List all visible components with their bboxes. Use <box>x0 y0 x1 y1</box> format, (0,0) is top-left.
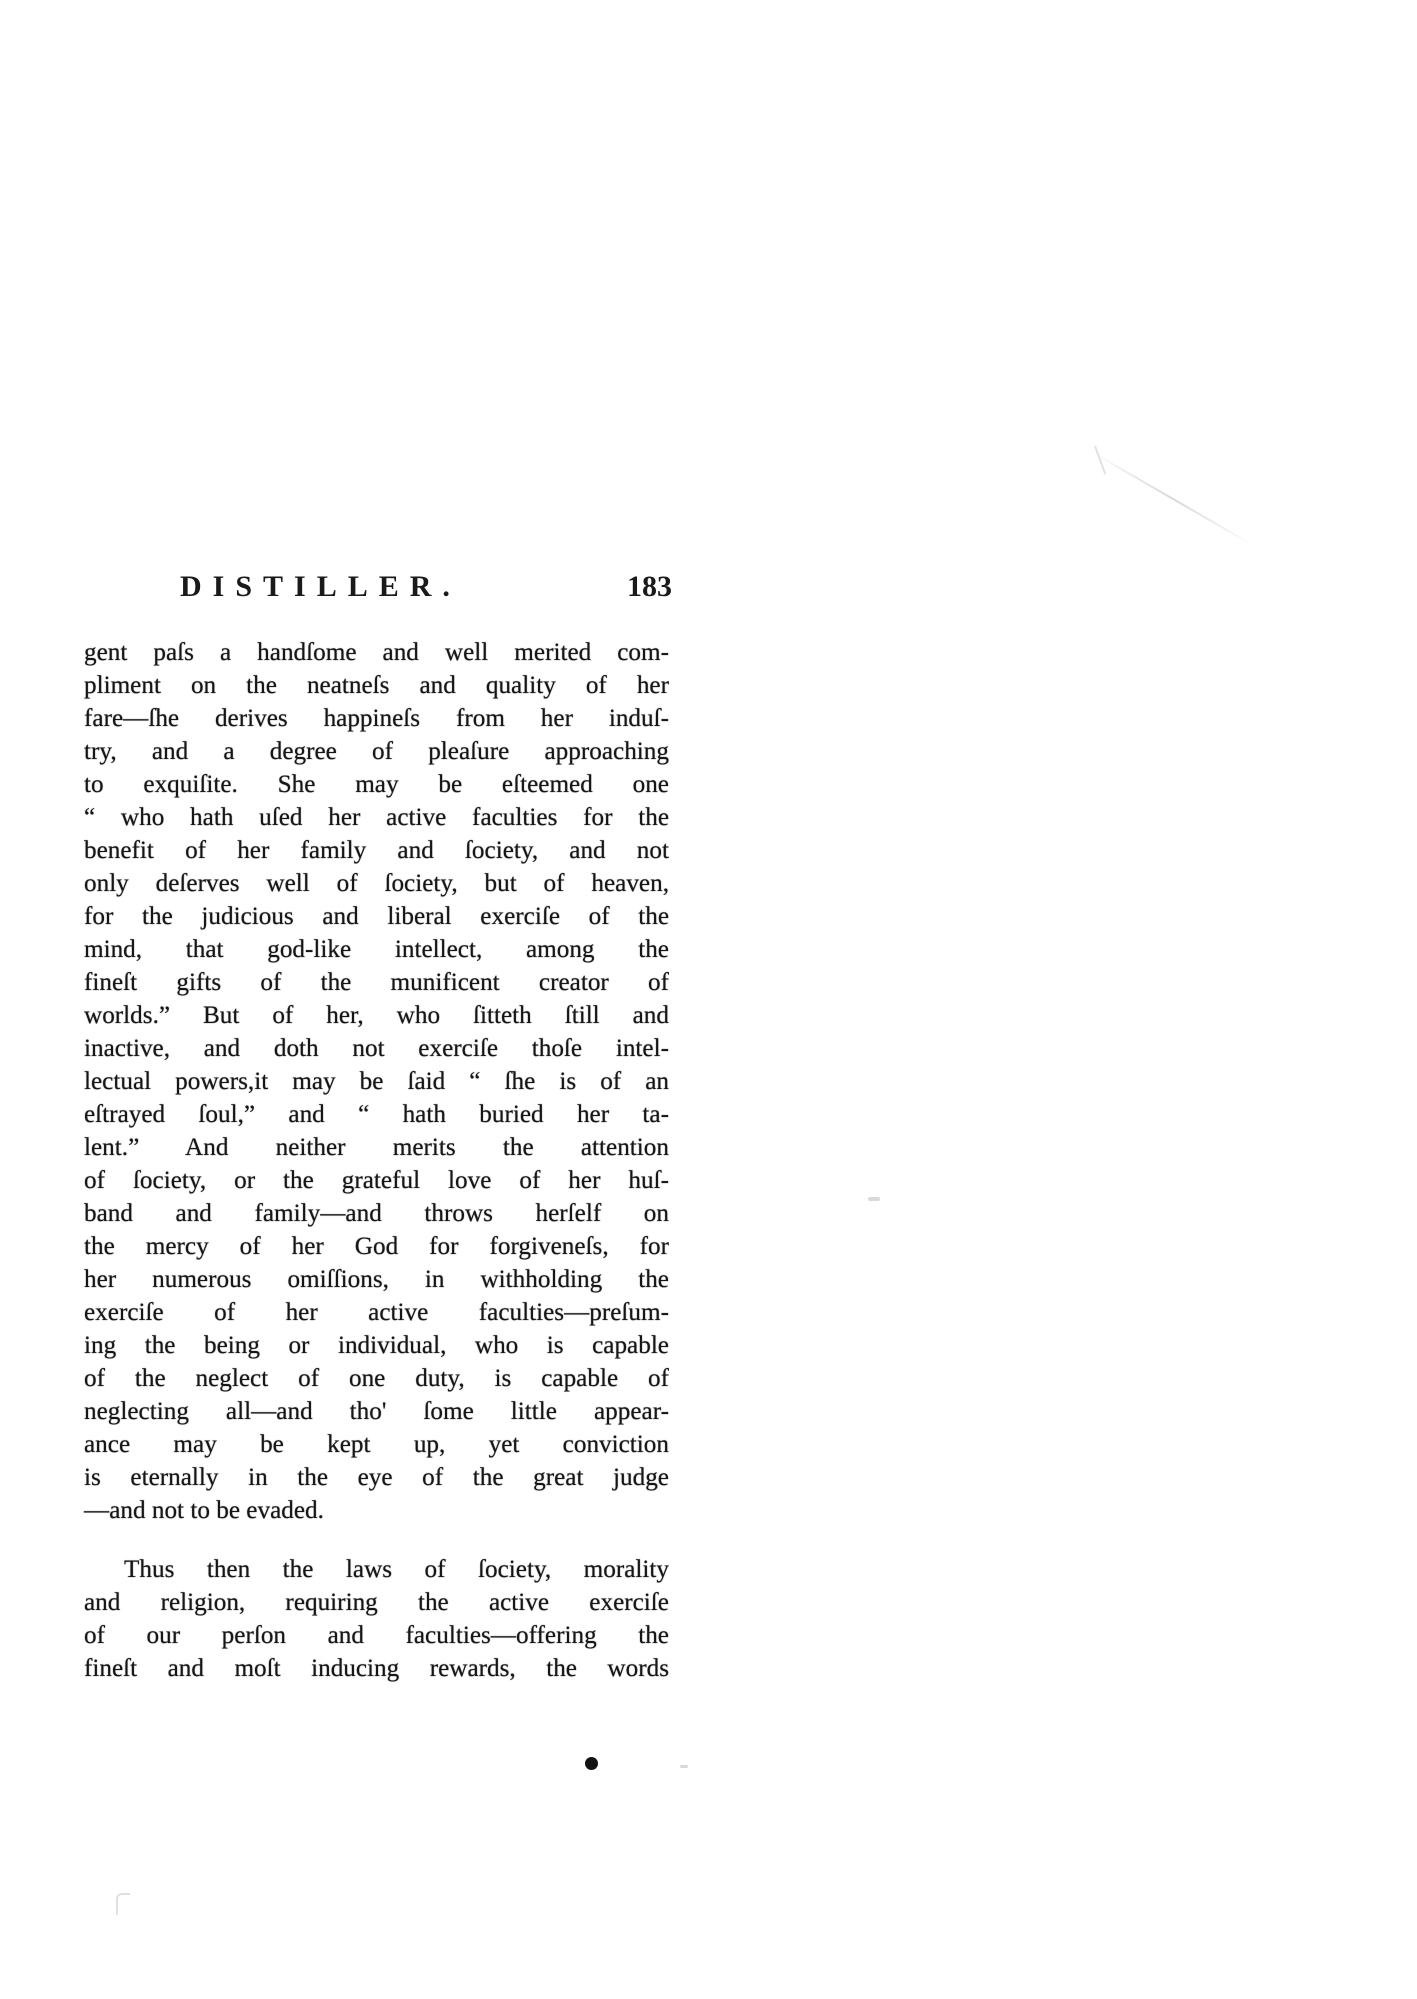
text-line: mind, that god-like intellect, among the <box>84 936 669 963</box>
text-line: the mercy of her God for forgiveneſs, for <box>84 1233 669 1260</box>
text-line: is eternally in the eye of the great judge <box>84 1464 669 1491</box>
body-text <box>84 636 669 1685</box>
text-line: try, and a degree of pleaſure approaching <box>84 738 669 765</box>
page-edge-mark <box>1090 450 1256 547</box>
text-line: and religion, requiring the active exerciſe <box>84 1589 669 1616</box>
page-smudge <box>868 1197 880 1201</box>
text-line: band and family—and throws herſelf on <box>84 1200 669 1227</box>
text-line: her numerous omiſſions, in withholding the <box>84 1266 669 1293</box>
text-line: benefit of her family and ſociety, and not <box>84 837 669 864</box>
text-line-indented: Thus then the laws of ſociety, morality <box>124 1556 669 1583</box>
page-smudge <box>680 1765 688 1768</box>
text-line: of ſociety, or the grateful love of her huſ- <box>84 1167 669 1194</box>
page-number: 183 <box>627 570 672 603</box>
page-corner-mark <box>116 1893 130 1915</box>
text-line: gent paſs a handſome and well merited com- <box>84 639 669 666</box>
text-line: neglecting all—and tho' ſome little appear- <box>84 1398 669 1425</box>
text-line-last: —and not to be evaded. <box>84 1497 324 1524</box>
ink-dot <box>585 1757 598 1770</box>
text-line: exerciſe of her active faculties—preſum- <box>84 1299 669 1326</box>
text-line: of our perſon and faculties—offering the <box>84 1622 669 1649</box>
text-line: fineſt gifts of the munificent creator of <box>84 969 669 996</box>
text-line: lectual powers,it may be ſaid “ ſhe is of an <box>84 1068 669 1095</box>
running-head <box>180 570 672 610</box>
text-line: to exquiſite. She may be eſteemed one <box>84 771 669 798</box>
paragraph-1 <box>84 636 669 1527</box>
text-line: of the neglect of one duty, is capable of <box>84 1365 669 1392</box>
paragraph-gap <box>84 1527 669 1553</box>
text-line: inactive, and doth not exerciſe thoſe intel- <box>84 1035 669 1062</box>
text-line: worlds.” But of her, who ſitteth ſtill and <box>84 1002 669 1029</box>
text-line: ance may be kept up, yet conviction <box>84 1431 669 1458</box>
text-line: fineſt and moſt inducing rewards, the words <box>84 1655 669 1682</box>
text-line: only deſerves well of ſociety, but of heaven, <box>84 870 669 897</box>
running-title: DISTILLER. <box>180 570 461 603</box>
text-line: “ who hath uſed her active faculties for the <box>84 804 669 831</box>
text-line: lent.” And neither merits the attention <box>84 1134 669 1161</box>
paragraph-2 <box>84 1553 669 1685</box>
text-line: pliment on the neatneſs and quality of her <box>84 672 669 699</box>
text-line: for the judicious and liberal exerciſe of the <box>84 903 669 930</box>
text-line: ing the being or individual, who is capable <box>84 1332 669 1359</box>
text-line: eſtrayed ſoul,” and “ hath buried her ta- <box>84 1101 669 1128</box>
text-line: fare—ſhe derives happineſs from her induſ- <box>84 705 669 732</box>
